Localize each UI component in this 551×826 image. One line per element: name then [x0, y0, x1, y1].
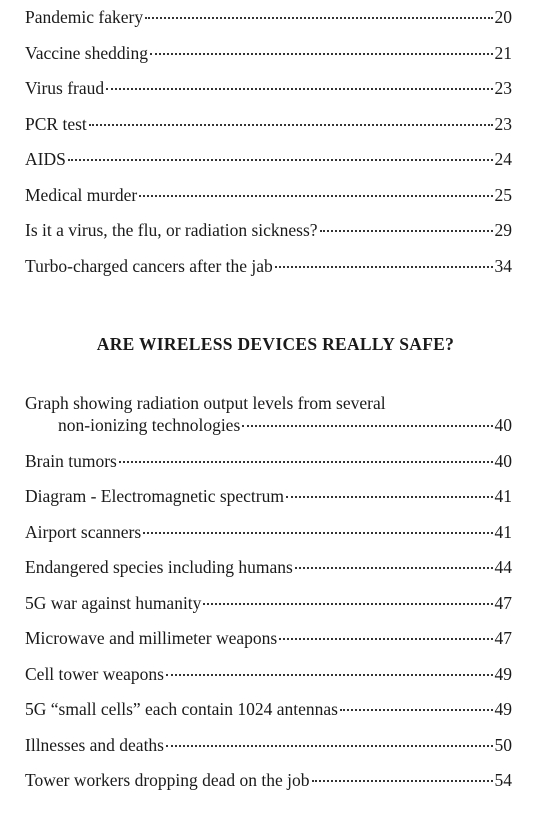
toc-entry-title: Pandemic fakery: [25, 7, 144, 27]
toc-section-health: [25, 6, 512, 290]
dot-leader: [242, 424, 492, 427]
toc-entry-title: Is it a virus, the flu, or radiation sickness?: [25, 220, 318, 240]
toc-entry-virus-flu-radiation[interactable]: [25, 219, 512, 255]
toc-entry-title: Airport scanners: [25, 521, 142, 542]
toc-entry-virus-fraud[interactable]: [25, 77, 512, 113]
toc-section-wireless: [25, 392, 512, 805]
toc-entry-page: 23: [494, 113, 512, 134]
toc-entry-endangered-species[interactable]: [25, 556, 512, 592]
dot-leader: [340, 708, 493, 711]
toc-entry-title: Virus fraud: [25, 78, 105, 98]
toc-entry-tower-workers[interactable]: [25, 769, 512, 805]
dot-leader: [320, 229, 493, 232]
dot-leader: [279, 637, 492, 640]
toc-entry-title: Brain tumors: [25, 450, 117, 471]
toc-entry-page: 49: [494, 663, 512, 684]
toc-entry-title: Vaccine shedding: [25, 42, 148, 63]
toc-entry-page: 34: [494, 255, 512, 276]
toc-entry-page: 49: [494, 699, 512, 719]
dot-leader: [275, 265, 493, 268]
toc-entry-pandemic-fakery[interactable]: [25, 6, 512, 42]
toc-entry-airport-scanners[interactable]: [25, 521, 512, 557]
dot-leader: [295, 566, 493, 569]
dot-leader: [145, 16, 492, 19]
toc-entry-page: 54: [494, 770, 512, 790]
toc-entry-title: Illnesses and deaths: [25, 734, 164, 755]
dot-leader: [143, 531, 492, 534]
toc-entry-title: 5G “small cells” each contain 1024 antennas: [25, 699, 338, 719]
dot-leader: [89, 123, 493, 126]
toc-entry-brain-tumors[interactable]: [25, 450, 512, 486]
toc-entry-title-line2-row: [25, 414, 512, 436]
toc-entry-em-spectrum-diagram[interactable]: [25, 485, 512, 521]
dot-leader: [203, 602, 492, 605]
dot-leader: [68, 158, 493, 161]
toc-entry-vaccine-shedding[interactable]: [25, 42, 512, 78]
toc-entry-radiation-graph[interactable]: [25, 392, 512, 450]
toc-entry-page: 47: [494, 628, 512, 648]
dot-leader: [166, 673, 493, 676]
toc-entry-page: 41: [494, 521, 512, 542]
dot-leader: [150, 52, 493, 55]
toc-entry-page: 20: [494, 7, 512, 27]
toc-entry-page: 23: [494, 78, 512, 98]
toc-entry-microwave-weapons[interactable]: [25, 627, 512, 663]
section-heading: ARE WIRELESS DEVICES REALLY SAFE?: [96, 334, 455, 354]
dot-leader: [312, 779, 493, 782]
toc-entry-medical-murder[interactable]: [25, 184, 512, 220]
toc-entry-title: Cell tower weapons: [25, 663, 164, 684]
toc-entry-title: Tower workers dropping dead on the job: [25, 770, 310, 790]
toc-entry-small-cells[interactable]: [25, 698, 512, 734]
toc-entry-title: Turbo-charged cancers after the jab: [25, 255, 273, 276]
toc-entry-aids[interactable]: [25, 148, 512, 184]
toc-entry-turbo-cancers[interactable]: [25, 255, 512, 291]
toc-entry-title-wrap: [25, 392, 512, 436]
toc-entry-title-line2: non-ionizing technologies: [58, 415, 241, 435]
toc-entry-page: 40: [494, 415, 512, 435]
toc-entry-page: 21: [494, 42, 512, 63]
dot-leader: [139, 194, 492, 197]
dot-leader: [286, 495, 493, 498]
toc-entry-title: PCR test: [25, 113, 87, 134]
toc-entry-page: 40: [494, 450, 512, 471]
toc-entry-title-line1: Graph showing radiation output levels from several: [25, 393, 386, 413]
toc-entry-5g-war[interactable]: [25, 592, 512, 628]
toc-entry-page: 41: [494, 486, 512, 506]
toc-entry-title: AIDS: [25, 149, 66, 169]
toc-entry-title: 5G war against humanity: [25, 592, 202, 613]
toc-entry-page: 44: [494, 557, 512, 577]
toc-entry-page: 47: [494, 592, 512, 613]
toc-entry-title: Diagram - Electromagnetic spectrum: [25, 486, 284, 506]
toc-entry-page: 29: [494, 220, 512, 240]
dot-leader: [106, 87, 492, 90]
dot-leader: [166, 744, 493, 747]
toc-entry-pcr-test[interactable]: [25, 113, 512, 149]
toc-entry-title: Medical murder: [25, 184, 138, 205]
toc-entry-page: 50: [494, 734, 512, 755]
toc-entry-page: 25: [494, 184, 512, 205]
toc-entry-title: Endangered species including humans: [25, 557, 293, 577]
toc-entry-cell-tower-weapons[interactable]: [25, 663, 512, 699]
toc-entry-title: Microwave and millimeter weapons: [25, 628, 278, 648]
toc-entry-illnesses-deaths[interactable]: [25, 734, 512, 770]
toc-entry-page: 24: [494, 149, 512, 169]
dot-leader: [119, 460, 493, 463]
